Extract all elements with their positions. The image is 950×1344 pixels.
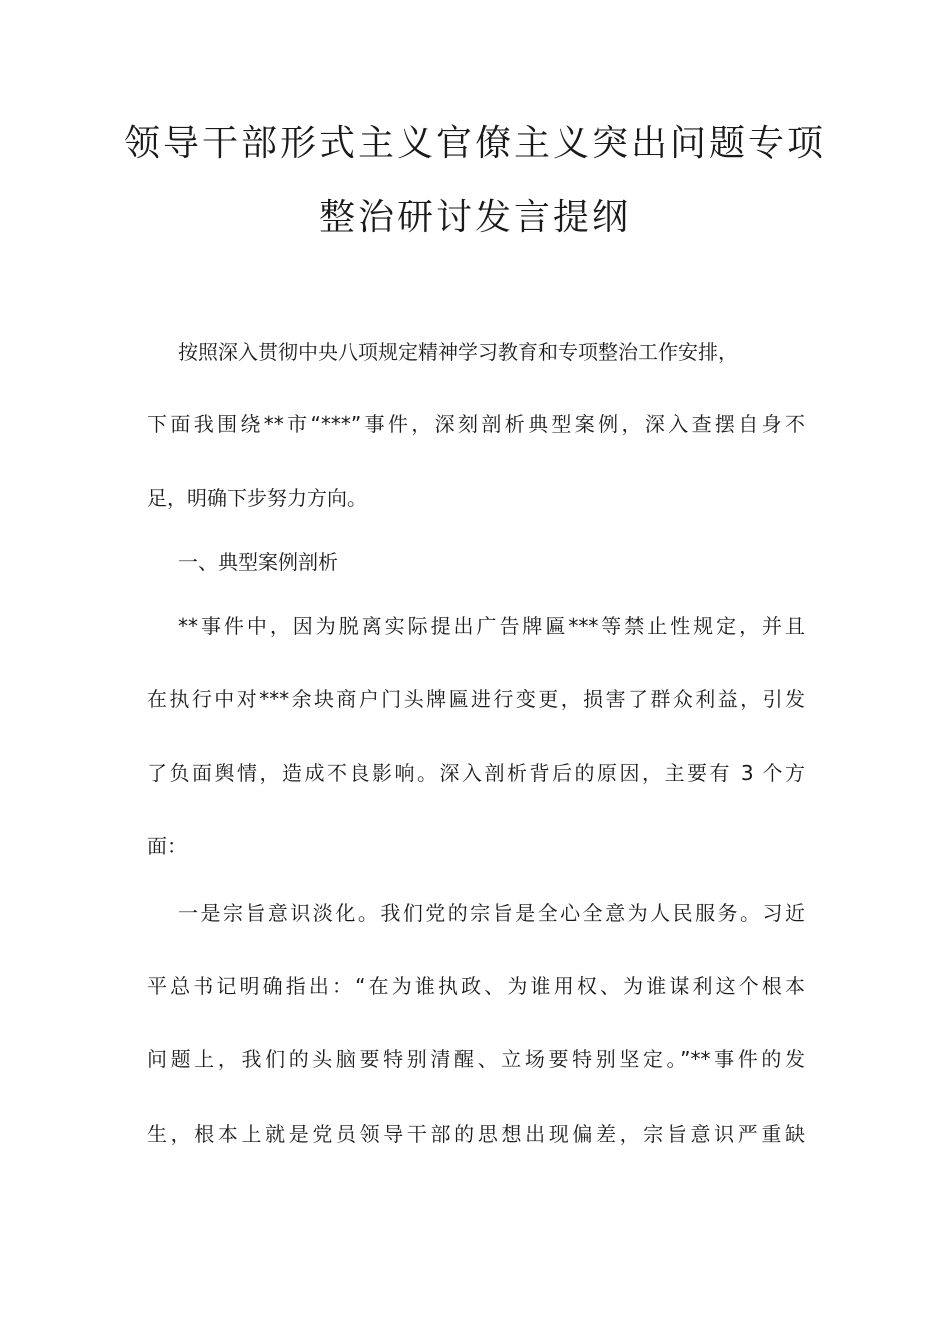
paragraph-line: 下面我围绕**市“***”事件，深刻剖析典型案例，深入查摆自身不 <box>147 412 805 436</box>
paragraph-line: 平总书记明确指出：“在为谁执政、为谁用权、为谁谋利这个根本 <box>147 974 805 998</box>
paragraph-line: 问题上，我们的头脑要特别清醒、立场要特别坚定。”**事件的发 <box>147 1047 805 1071</box>
paragraph-line: 了负面舆情，造成不良影响。深入剖析背后的原因，主要有 3 个方 <box>147 761 805 785</box>
paragraph-line: 生，根本上就是党员领导干部的思想出现偏差，宗旨意识严重缺 <box>147 1122 805 1146</box>
paragraph-line: 一是宗旨意识淡化。我们党的宗旨是全心全意为人民服务。习近 <box>178 901 805 925</box>
paragraph-line: **事件中，因为脱离实际提出广告牌匾***等禁止性规定，并且 <box>178 614 805 638</box>
paragraph-line: 面： <box>147 834 187 858</box>
section-heading: 一、典型案例剖析 <box>178 550 338 574</box>
paragraph-line: 在执行中对***余块商户门头牌匾进行变更，损害了群众利益，引发 <box>147 687 805 711</box>
paragraph-line: 足，明确下步努力方向。 <box>147 486 367 510</box>
document-title-line-2: 整治研讨发言提纲 <box>318 197 631 238</box>
document-title-line-1: 领导干部形式主义官僚主义突出问题专项 <box>123 123 826 164</box>
paragraph-line: 按照深入贯彻中央八项规定精神学习教育和专项整治工作安排， <box>178 340 738 364</box>
